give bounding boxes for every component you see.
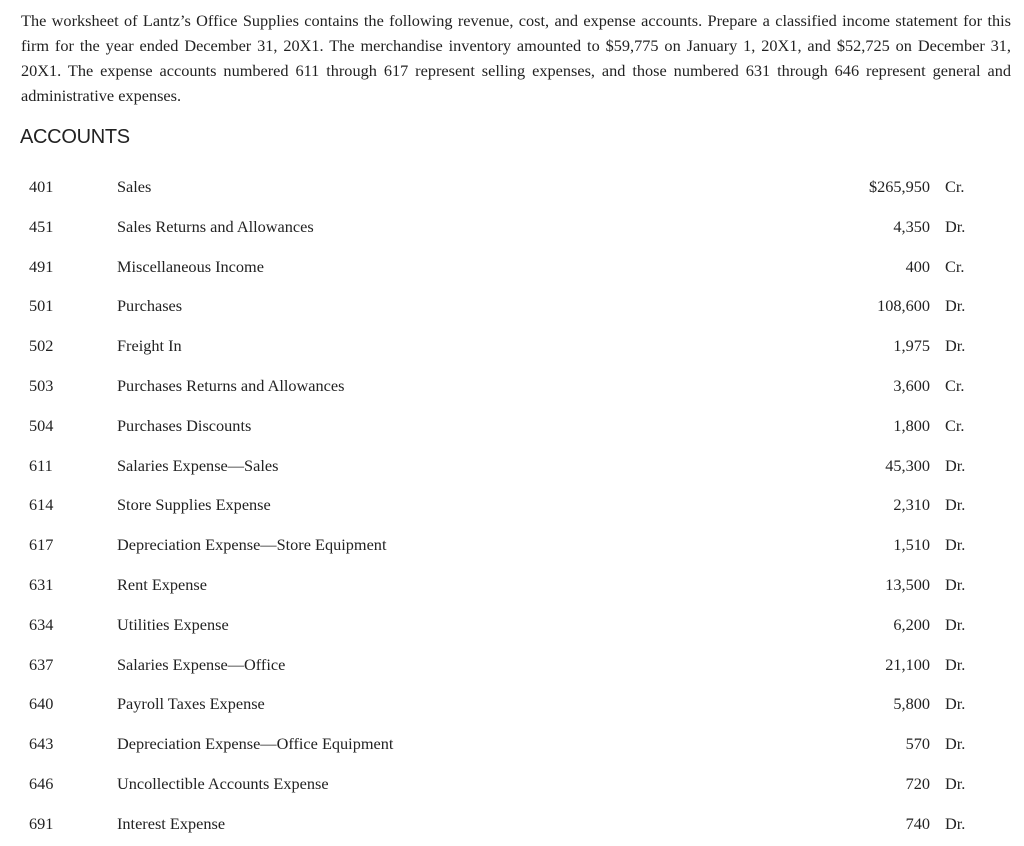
account-row [0, 207, 1024, 247]
account-row [0, 684, 1024, 724]
account-row [0, 525, 1024, 565]
account-row [0, 406, 1024, 446]
account-number: 617 [29, 535, 54, 555]
account-row [0, 167, 1024, 207]
account-name: Rent Expense [117, 574, 207, 594]
account-row [0, 326, 1024, 366]
account-name: Depreciation Expense—Office Equipment [117, 734, 394, 754]
account-number: 503 [29, 375, 54, 395]
account-number: 614 [29, 495, 54, 515]
account-name: Salaries Expense—Sales [117, 455, 279, 475]
account-amount: $265,950 [868, 177, 930, 196]
account-amount: 4,350 [893, 216, 930, 236]
account-balance-type: Dr. [945, 654, 966, 674]
account-amount: 5,800 [893, 694, 930, 714]
account-amount: 13,500 [885, 574, 930, 594]
account-row [0, 565, 1024, 605]
account-row [0, 366, 1024, 406]
account-name: Uncollectible Accounts Expense [117, 773, 329, 793]
account-amount: 720 [905, 773, 930, 793]
account-amount: 1,800 [893, 415, 930, 435]
account-amount: 21,100 [885, 654, 930, 674]
account-balance-type: Cr. [945, 375, 965, 395]
account-name: Sales [117, 177, 152, 196]
account-row [0, 764, 1024, 804]
account-balance-type: Dr. [945, 773, 966, 793]
account-balance-type: Cr. [945, 177, 965, 196]
account-number: 491 [29, 256, 54, 276]
accounts-table [0, 167, 1024, 844]
account-number: 611 [29, 455, 53, 475]
account-number: 634 [29, 614, 54, 634]
account-amount: 570 [905, 734, 930, 754]
account-number: 640 [29, 694, 54, 714]
account-amount: 108,600 [877, 296, 930, 316]
account-name: Salaries Expense—Office [117, 654, 286, 674]
account-name: Interest Expense [117, 813, 226, 833]
account-number: 637 [29, 654, 54, 674]
account-amount: 6,200 [893, 614, 930, 634]
account-name: Sales Returns and Allowances [117, 216, 314, 236]
account-row [0, 247, 1024, 287]
account-row [0, 485, 1024, 525]
account-amount: 2,310 [893, 495, 930, 515]
account-amount: 45,300 [885, 455, 930, 475]
account-balance-type: Cr. [945, 256, 965, 276]
account-balance-type: Cr. [945, 415, 965, 435]
account-balance-type: Dr. [945, 296, 966, 316]
account-balance-type: Dr. [945, 455, 966, 475]
accounts-heading: ACCOUNTS [20, 126, 130, 148]
account-amount: 1,975 [893, 336, 930, 356]
account-name: Miscellaneous Income [117, 256, 264, 276]
account-row [0, 605, 1024, 645]
account-balance-type: Dr. [945, 495, 966, 515]
account-name: Purchases [117, 296, 183, 316]
account-name: Payroll Taxes Expense [117, 694, 265, 714]
account-amount: 3,600 [893, 375, 930, 395]
account-row [0, 804, 1024, 844]
account-balance-type: Dr. [945, 574, 966, 594]
account-number: 504 [29, 415, 54, 435]
account-row [0, 286, 1024, 326]
account-balance-type: Dr. [945, 734, 966, 754]
account-number: 643 [29, 734, 54, 754]
account-number: 646 [29, 773, 54, 793]
account-amount: 1,510 [893, 535, 930, 555]
account-row [0, 724, 1024, 764]
account-name: Purchases Returns and Allowances [117, 375, 345, 395]
account-number: 401 [29, 177, 54, 196]
account-number: 631 [29, 574, 54, 594]
account-amount: 400 [905, 256, 930, 276]
account-number: 451 [29, 216, 54, 236]
account-row [0, 446, 1024, 486]
account-amount: 740 [905, 813, 930, 833]
problem-text: The worksheet of Lantz’s Office Supplies contains the following revenue, cost, and expense accounts. Prepare a classified income statement for this firm for the year ended December 31, 20X1. The merchandise inventory amounted to $59,775 on January 1, 20X1, and $52,725 on December 31, 20X1. The expense accounts numbered 611 through 617 represent selling expenses, and those numbered 631 through 646 represent general and administrative expenses. [21, 11, 1011, 105]
account-balance-type: Dr. [945, 813, 966, 833]
account-balance-type: Dr. [945, 614, 966, 634]
account-name: Utilities Expense [117, 614, 229, 634]
account-balance-type: Dr. [945, 336, 966, 356]
account-number: 502 [29, 336, 54, 356]
account-name: Depreciation Expense—Store Equipment [117, 535, 387, 555]
account-number: 691 [29, 813, 54, 833]
account-balance-type: Dr. [945, 216, 966, 236]
account-balance-type: Dr. [945, 694, 966, 714]
account-row [0, 645, 1024, 685]
account-name: Purchases Discounts [117, 415, 252, 435]
account-name: Store Supplies Expense [117, 495, 271, 515]
account-number: 501 [29, 296, 54, 316]
account-name: Freight In [117, 336, 182, 356]
account-balance-type: Dr. [945, 535, 966, 555]
